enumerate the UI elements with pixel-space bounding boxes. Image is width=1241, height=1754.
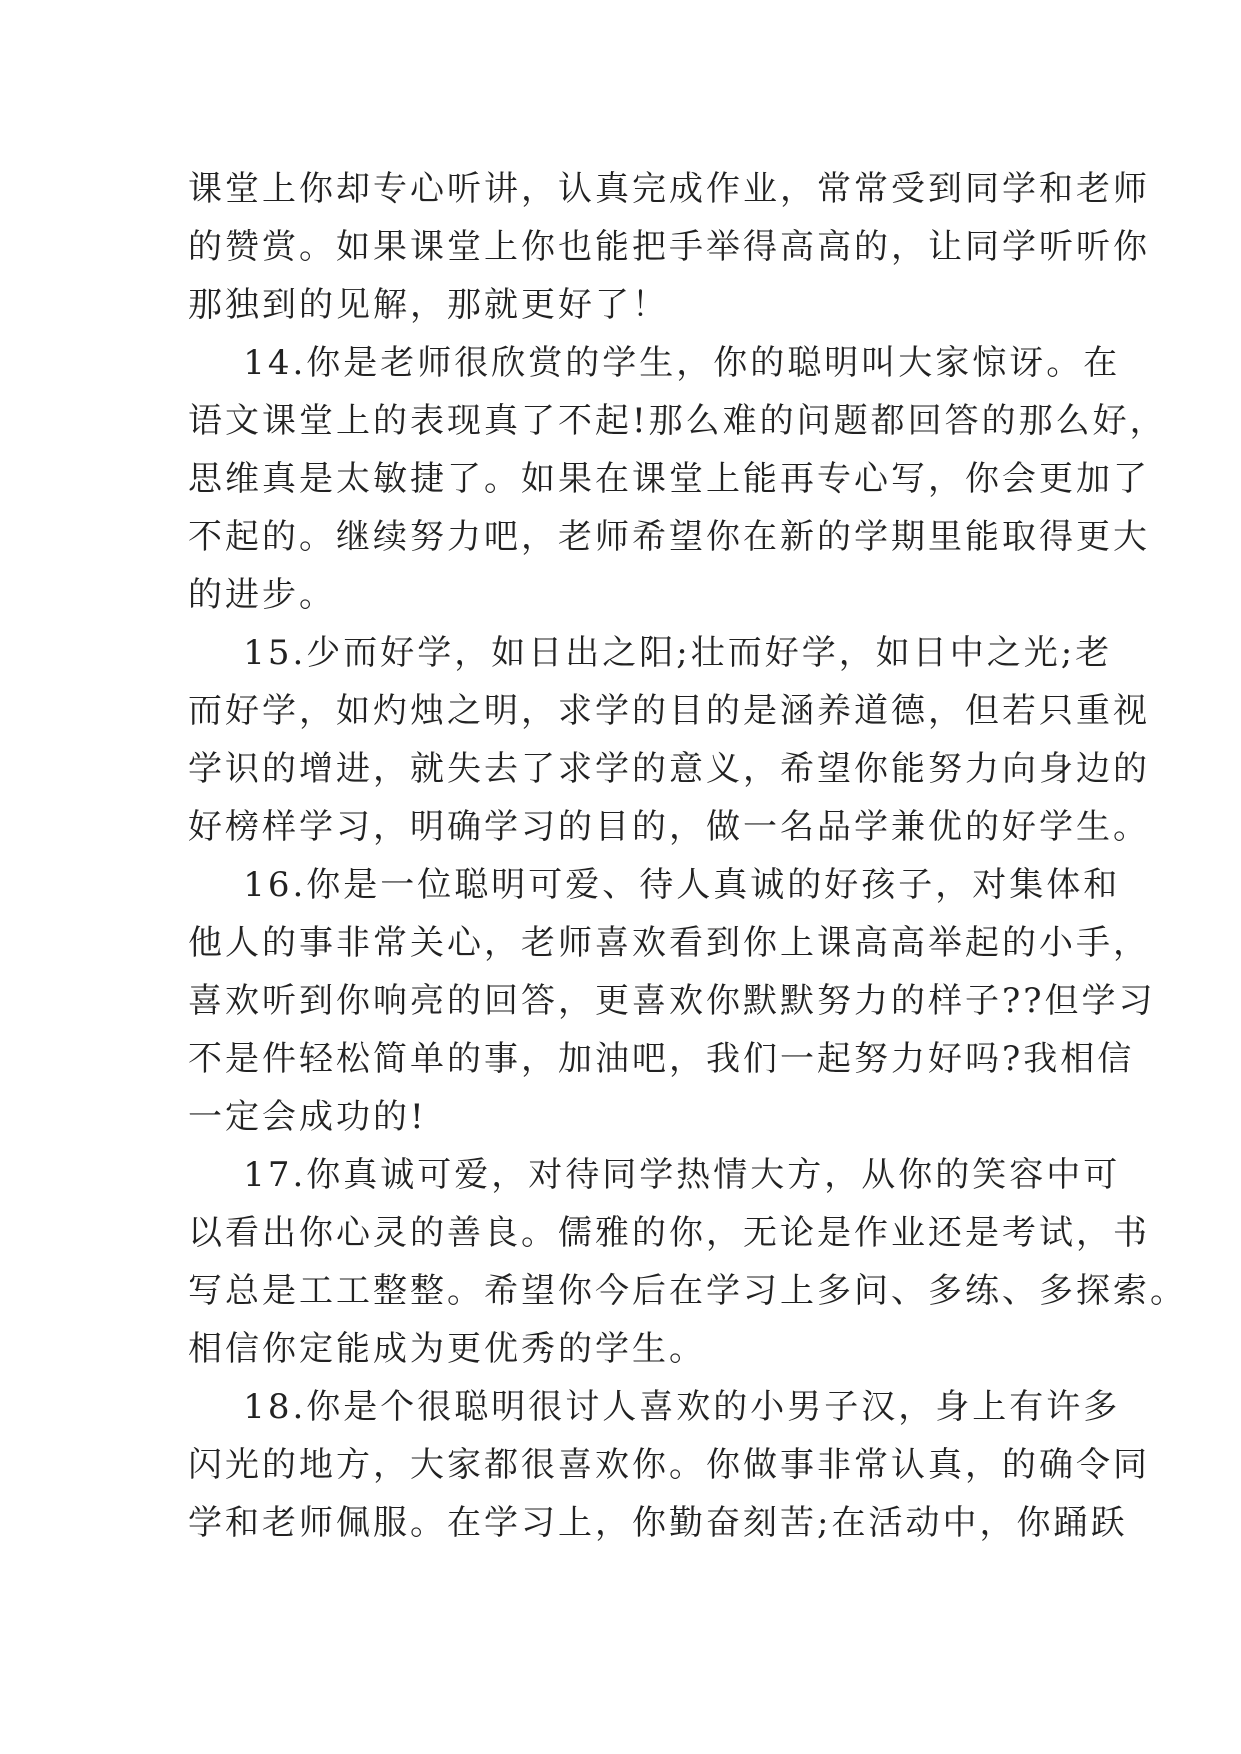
text-line: 相信你定能成为更优秀的学生。: [188, 1329, 706, 1369]
text-line: 15.少而好学，如日出之阳;壮而好学，如日中之光;老: [188, 633, 1113, 673]
text-line: 16.你是一位聪明可爱、待人真诚的好孩子，对集体和: [188, 865, 1121, 905]
text-line: 的赞赏。如果课堂上你也能把手举得高高的，让同学听听你: [188, 227, 1150, 267]
text-line: 而好学，如灼烛之明，求学的目的是涵养道德，但若只重视: [188, 691, 1150, 731]
text-line: 14.你是老师很欣赏的学生，你的聪明叫大家惊讶。在: [188, 343, 1121, 383]
text-line: 闪光的地方，大家都很喜欢你。你做事非常认真，的确令同: [188, 1445, 1150, 1485]
text-line: 好榜样学习，明确学习的目的，做一名品学兼优的好学生。: [188, 807, 1150, 847]
text-line: 课堂上你却专心听讲，认真完成作业，常常受到同学和老师: [188, 169, 1150, 209]
text-line: 学识的增进，就失去了求学的意义，希望你能努力向身边的: [188, 749, 1150, 789]
text-line: 那独到的见解，那就更好了！: [188, 285, 669, 325]
text-line: 他人的事非常关心，老师喜欢看到你上课高高举起的小手，: [188, 923, 1150, 963]
body-text: [188, 160, 1187, 1552]
text-line: 思维真是太敏捷了。如果在课堂上能再专心写，你会更加了: [188, 459, 1150, 499]
text-line: 学和老师佩服。在学习上，你勤奋刻苦;在活动中，你踊跃: [188, 1503, 1128, 1543]
text-line: 写总是工工整整。希望你今后在学习上多问、多练、多探索。: [188, 1271, 1187, 1311]
text-line: 18.你是个很聪明很讨人喜欢的小男子汉，身上有许多: [188, 1387, 1121, 1427]
text-line: 不是件轻松简单的事，加油吧，我们一起努力好吗?我相信: [188, 1039, 1135, 1079]
text-line: 一定会成功的!: [188, 1097, 427, 1137]
text-line: 不起的。继续努力吧，老师希望你在新的学期里能取得更大: [188, 517, 1150, 557]
text-line: 语文课堂上的表现真了不起!那么难的问题都回答的那么好，: [188, 401, 1167, 441]
text-line: 喜欢听到你响亮的回答，更喜欢你默默努力的样子??但学习: [188, 981, 1156, 1021]
text-line: 的进步。: [188, 575, 336, 615]
text-line: 17.你真诚可爱，对待同学热情大方，从你的笑容中可: [188, 1155, 1121, 1195]
text-line: 以看出你心灵的善良。儒雅的你，无论是作业还是考试，书: [188, 1213, 1150, 1253]
